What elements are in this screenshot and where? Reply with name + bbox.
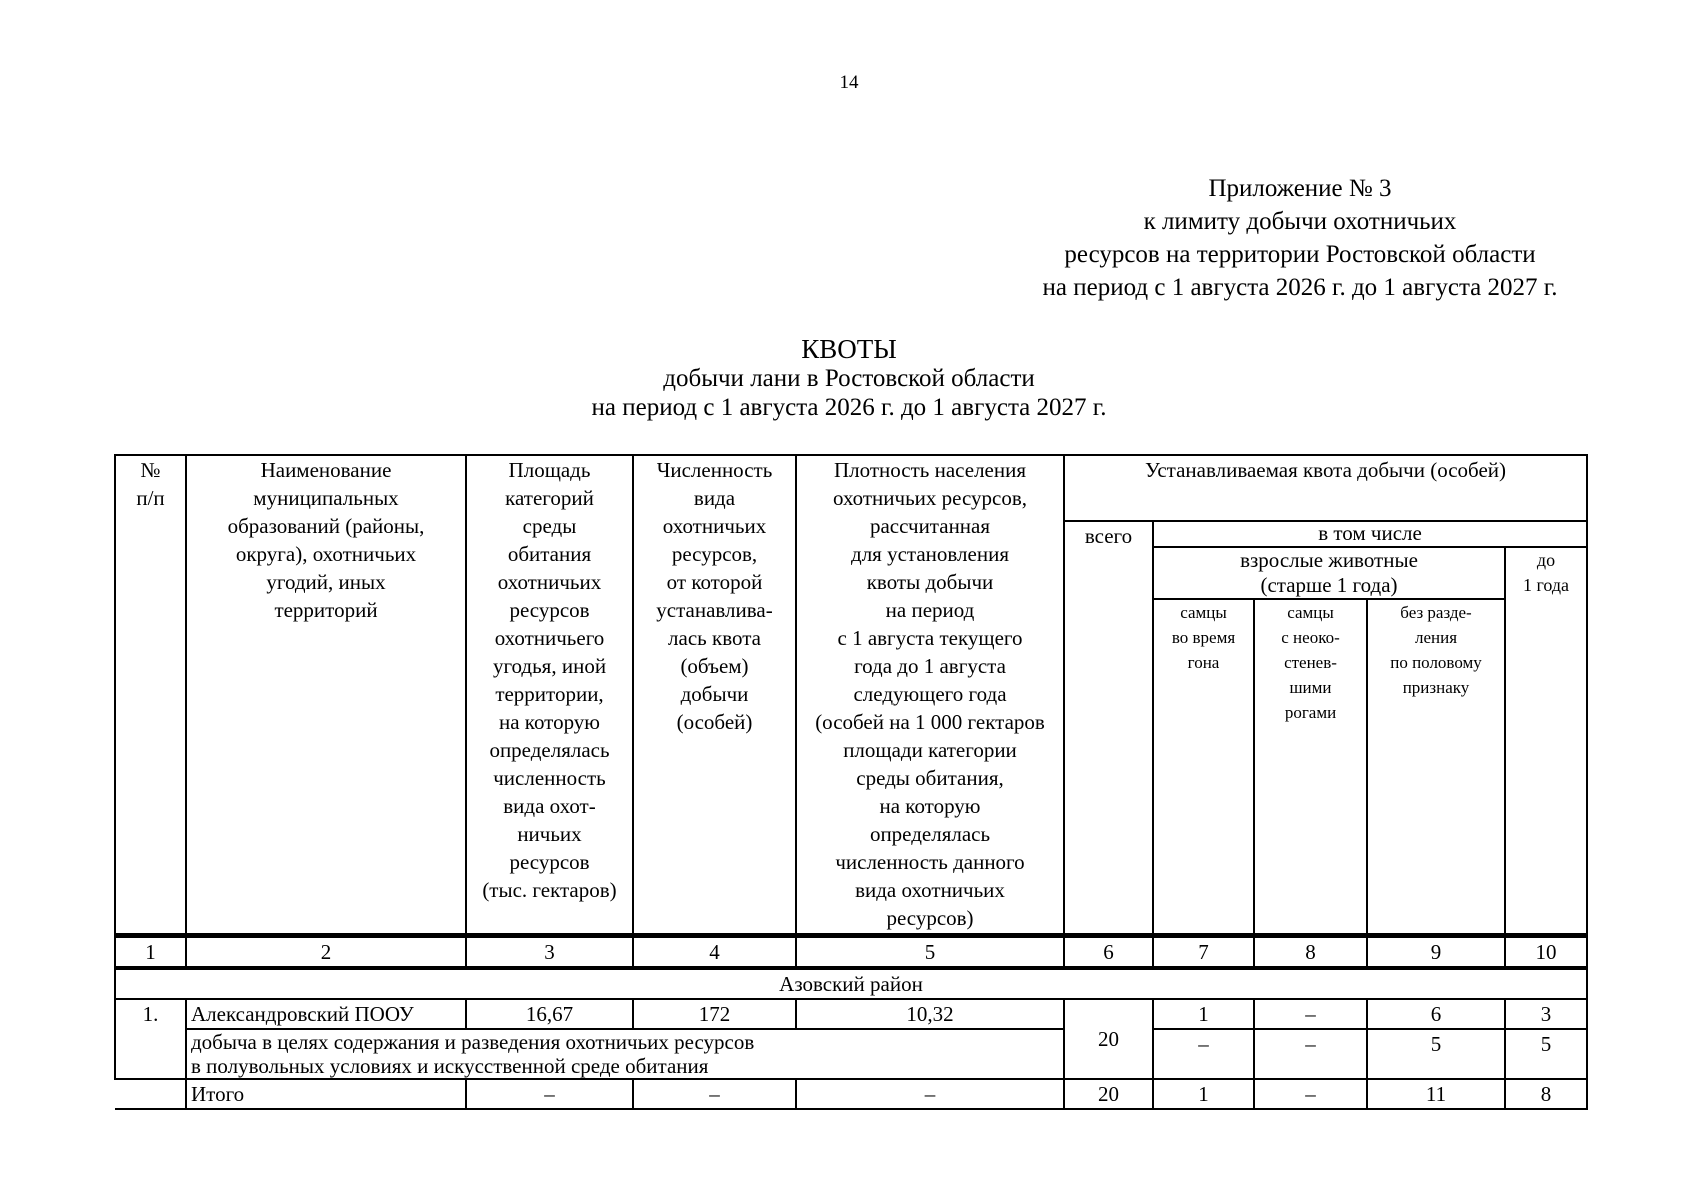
row-count: 172	[633, 999, 796, 1029]
header-area	[466, 455, 633, 935]
header-line: территории,	[495, 682, 604, 706]
header-line: территорий	[274, 598, 378, 622]
header-line: вида охотничьих	[855, 878, 1005, 902]
column-number: 5	[796, 935, 1064, 968]
row-area: 16,67	[466, 999, 633, 1029]
total-num	[115, 1079, 186, 1109]
header-count	[633, 455, 796, 935]
header-line: вида охот-	[503, 794, 596, 818]
total-density: –	[796, 1079, 1064, 1109]
row-males-rut: 1	[1153, 999, 1254, 1029]
header-line: квоты добычи	[866, 570, 994, 594]
header-including: в том числе	[1153, 521, 1587, 547]
title-line: на период с 1 августа 2026 г. до 1 августа 2027 г.	[591, 394, 1107, 421]
header-line: гона	[1187, 653, 1220, 672]
row-sub-line: добыча в целях содержания и разведения охотничьих ресурсов	[191, 1029, 755, 1054]
header-line: ресурсов)	[886, 906, 974, 930]
header-line: устанавлива-	[656, 598, 773, 622]
total-no-sex: 11	[1367, 1079, 1505, 1109]
appendix-line: ресурсов на территории Ростовской области	[1064, 241, 1536, 268]
header-line: с неоко-	[1281, 628, 1340, 647]
column-number: 1	[115, 935, 186, 968]
header-line: округа), охотничьих	[235, 542, 417, 566]
header-line: лась квота	[668, 626, 761, 650]
column-number: 10	[1505, 935, 1587, 968]
header-line: охотничьих ресурсов,	[832, 486, 1028, 510]
header-line: угодий, иных	[266, 570, 386, 594]
header-line: с 1 августа текущего	[837, 626, 1023, 650]
header-line: охотничьих	[497, 570, 602, 594]
column-number: 7	[1153, 935, 1254, 968]
header-line: определялась	[489, 738, 610, 762]
table-row	[115, 999, 1587, 1029]
header-line: ресурсов	[509, 598, 590, 622]
header-line: вида	[693, 486, 736, 510]
column-number: 3	[466, 935, 633, 968]
total-area: –	[466, 1079, 633, 1109]
header-line: на которую	[499, 710, 600, 734]
column-number: 2	[186, 935, 466, 968]
header-line: площади категории	[843, 738, 1017, 762]
header-no-sex	[1367, 599, 1505, 935]
header-line: взрослые животные	[1240, 548, 1418, 572]
header-line: №	[140, 458, 161, 482]
header-line: Численность	[656, 458, 773, 482]
row-sub-males-unossified: –	[1254, 1029, 1367, 1079]
column-number: 9	[1367, 935, 1505, 968]
header-line: (объем)	[680, 654, 749, 678]
appendix-header	[1000, 172, 1600, 304]
row-sub-under1: 5	[1505, 1029, 1587, 1079]
header-num	[115, 455, 186, 935]
section-row-azov: Азовский район	[115, 968, 1587, 999]
row-num: 1.	[115, 999, 186, 1079]
header-line: на период	[885, 598, 975, 622]
row-no-sex: 6	[1367, 999, 1505, 1029]
header-line: во время	[1171, 628, 1236, 647]
header-line: обитания	[507, 542, 592, 566]
header-line: (особей)	[676, 710, 753, 734]
header-males-rut	[1153, 599, 1254, 935]
header-line: (тыс. гектаров)	[482, 878, 617, 902]
row-total: 20	[1064, 999, 1153, 1079]
header-line: ления	[1414, 628, 1458, 647]
total-label: Итого	[186, 1079, 466, 1109]
header-line: среды	[522, 514, 577, 538]
header-line: от которой	[666, 570, 763, 594]
header-line: без разде-	[1400, 603, 1472, 622]
header-line: охотничьих	[662, 514, 767, 538]
appendix-line: Приложение № 3	[1208, 175, 1392, 202]
header-line: Наименование	[260, 458, 392, 482]
row-sub-description	[186, 1029, 1064, 1079]
header-line: (особей на 1 000 гектаров	[815, 710, 1045, 734]
header-line: по половому	[1390, 653, 1482, 672]
row-density: 10,32	[796, 999, 1064, 1029]
header-line: (старше 1 года)	[1260, 573, 1398, 597]
header-line: добычи	[680, 682, 749, 706]
header-line: самцы	[1287, 603, 1334, 622]
header-line: ресурсов	[509, 850, 590, 874]
header-line: следующего года	[853, 682, 1007, 706]
column-number: 6	[1064, 935, 1153, 968]
header-total: всего	[1064, 521, 1153, 935]
total-males-rut: 1	[1153, 1079, 1254, 1109]
header-line: численность данного	[835, 850, 1025, 874]
header-line: стенев-	[1284, 653, 1337, 672]
total-males-unossified: –	[1254, 1079, 1367, 1109]
header-line: рассчитанная	[869, 514, 991, 538]
row-males-unossified: –	[1254, 999, 1367, 1029]
header-line: ресурсов,	[671, 542, 758, 566]
header-line: категорий	[505, 486, 594, 510]
header-name	[186, 455, 466, 935]
header-line: самцы	[1180, 603, 1227, 622]
header-adults	[1153, 547, 1505, 599]
column-number: 4	[633, 935, 796, 968]
header-density	[796, 455, 1064, 935]
header-line: признаку	[1402, 678, 1470, 697]
header-line: 1 года	[1522, 575, 1570, 595]
header-line: среды обитания,	[856, 766, 1004, 790]
header-line: Площадь	[508, 458, 591, 482]
header-line: угодья, иной	[492, 654, 607, 678]
header-males-unossified	[1254, 599, 1367, 935]
header-line: ничьих	[517, 822, 582, 846]
header-line: шими	[1289, 678, 1332, 697]
header-line: для установления	[851, 542, 1009, 566]
quota-table	[114, 454, 1588, 1110]
row-sub-no-sex: 5	[1367, 1029, 1505, 1079]
header-line: определялась	[869, 822, 991, 846]
header-line: Плотность населения	[833, 458, 1027, 482]
document-title	[0, 335, 1698, 422]
header-line: охотничьего	[494, 626, 605, 650]
total-count: –	[633, 1079, 796, 1109]
table-row	[115, 1029, 1587, 1079]
header-line: численность	[493, 766, 606, 790]
header-line: до	[1536, 550, 1556, 570]
title-line: добычи лани в Ростовской области	[663, 365, 1035, 392]
row-sub-line: в полувольных условиях и искусственной среде обитания	[191, 1053, 709, 1078]
row-under1: 3	[1505, 999, 1587, 1029]
appendix-line: на период с 1 августа 2026 г. до 1 августа 2027 г.	[1042, 274, 1558, 301]
header-line: образований (районы,	[227, 514, 425, 538]
header-line: п/п	[136, 486, 165, 510]
column-number: 8	[1254, 935, 1367, 968]
header-quota-group: Устанавливаемая квота добычи (особей)	[1064, 455, 1587, 521]
appendix-line: к лимиту добычи охотничьих	[1143, 208, 1457, 235]
title-line: КВОТЫ	[801, 334, 897, 364]
header-line: рогами	[1284, 703, 1337, 722]
total-row	[115, 1079, 1587, 1109]
header-line: на которую	[879, 794, 981, 818]
page-number: 14	[839, 72, 859, 93]
row-sub-males-rut: –	[1153, 1029, 1254, 1079]
total-total: 20	[1064, 1079, 1153, 1109]
column-numbers-row	[115, 935, 1587, 968]
header-line: муниципальных	[253, 486, 399, 510]
header-under1	[1505, 547, 1587, 935]
row-name: Александровский ПООУ	[186, 999, 466, 1029]
total-under1: 8	[1505, 1079, 1587, 1109]
header-line: года до 1 августа	[854, 654, 1006, 678]
